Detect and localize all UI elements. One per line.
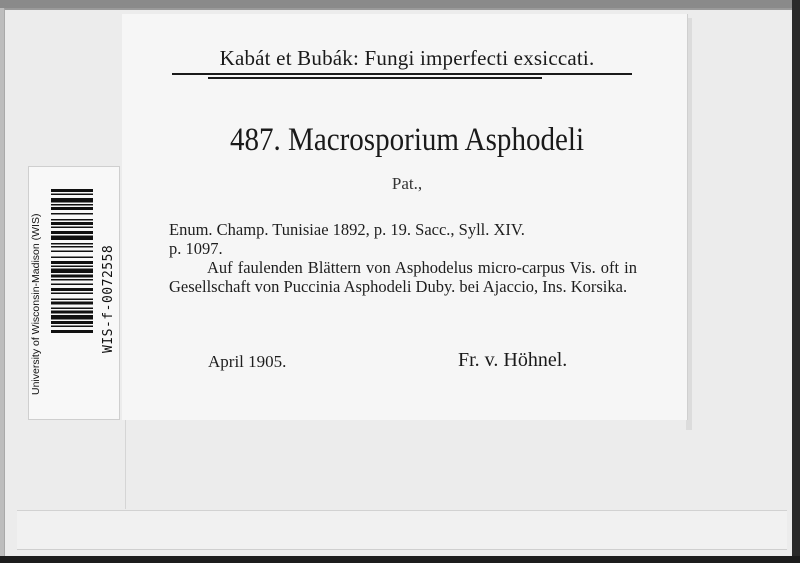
barcode-institution: University of Wisconsin-Madison (WIS) [30, 213, 42, 395]
title-rule-upper [172, 73, 632, 75]
reference-line-2: p. 1097. [169, 239, 223, 258]
barcode-number: WIS-f-0072558 [101, 244, 116, 353]
sheet-lower-fold [17, 510, 787, 550]
label-body [169, 220, 637, 296]
habitat-text: Auf faulenden Blättern von Asphodelus micro-carpus Vis. oft in Gesellschaft von Puccinia Asphodeli Duby. bei Ajaccio, Ins. Korsika. [169, 258, 637, 296]
sheet-right-edge [792, 0, 800, 563]
exsiccata-title: Kabát et Bubák: Fungi imperfecti exsiccati. [219, 46, 595, 70]
specimen-label [122, 14, 688, 420]
species-author: Pat., [391, 174, 423, 193]
title-rule-lower [208, 77, 542, 79]
sheet-top-edge [0, 0, 800, 8]
collector-name: Fr. v. Höhnel. [458, 349, 568, 371]
sheet-bottom-edge [0, 556, 800, 563]
collection-date: April 1905. [208, 352, 287, 371]
barcode-sticker [28, 166, 120, 420]
species-name: 487. Macrosporium Asphodeli [229, 122, 585, 158]
barcode-icon [51, 189, 93, 395]
reference-line-1: Enum. Champ. Tunisiae 1892, p. 19. Sacc., Syll. XIV. [169, 220, 525, 239]
